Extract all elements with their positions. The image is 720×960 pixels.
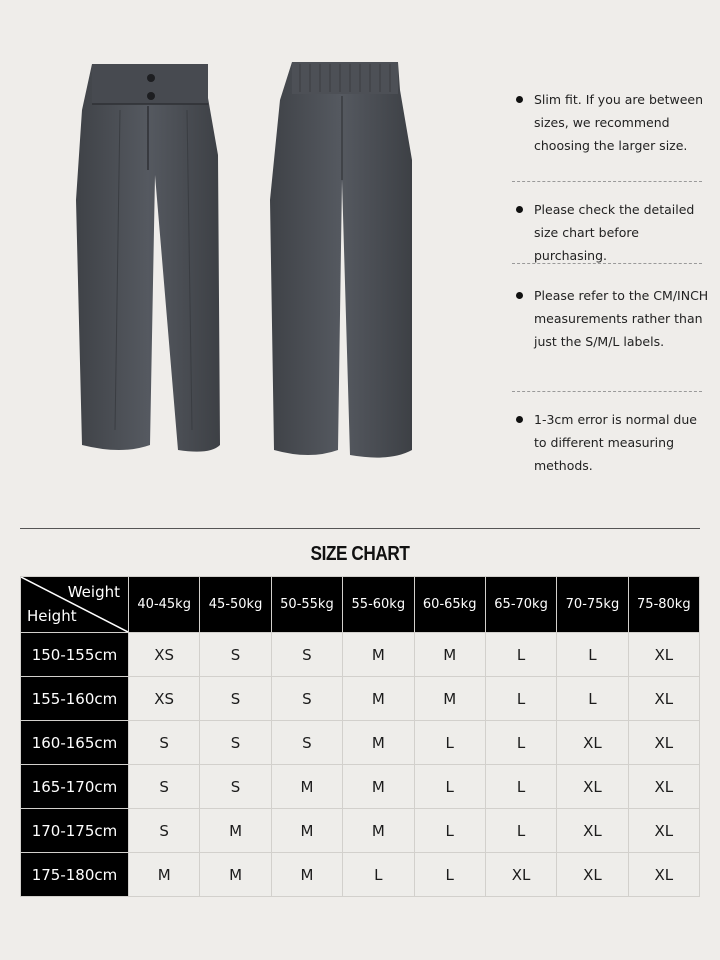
size-cell: M [343,677,414,721]
size-chart-table [20,576,700,897]
size-cell: M [414,633,485,677]
front-view [76,64,220,452]
note-item [512,198,712,267]
size-cell: S [200,677,271,721]
table-row [21,633,700,677]
bullet-icon [516,206,523,213]
size-cell: M [343,721,414,765]
size-cell: S [129,721,200,765]
size-cell: M [343,809,414,853]
size-cell: M [271,765,342,809]
trousers-product-image [60,50,440,470]
section-divider [20,528,700,529]
table-row [21,853,700,897]
note-text: Slim fit. If you are between sizes, we recommend choosing the larger size. [534,92,703,153]
size-cell: M [343,633,414,677]
size-cell: XL [485,853,556,897]
size-cell: XL [557,721,628,765]
size-cell: S [129,765,200,809]
size-cell: XL [557,853,628,897]
size-cell: M [414,677,485,721]
size-cell: XS [129,633,200,677]
weight-column-header: 45-50kg [200,577,271,633]
size-cell: M [129,853,200,897]
size-cell: XL [557,765,628,809]
size-cell: M [200,853,271,897]
size-cell: L [485,809,556,853]
size-cell: L [414,765,485,809]
table-row [21,677,700,721]
height-row-header: 150-155cm [21,633,129,677]
size-cell: XL [628,765,699,809]
size-cell: XL [628,809,699,853]
table-corner-header [21,577,129,633]
bullet-icon [516,292,523,299]
note-text: 1-3cm error is normal due to different measuring methods. [534,412,697,473]
size-cell: S [200,721,271,765]
size-cell: XS [129,677,200,721]
note-item [512,408,712,477]
size-cell: S [271,633,342,677]
size-cell: L [557,677,628,721]
size-cell: L [485,633,556,677]
bullet-icon [516,416,523,423]
size-cell: L [485,721,556,765]
size-table-body [21,633,700,897]
weight-column-header: 60-65kg [414,577,485,633]
size-cell: M [271,809,342,853]
weight-column-header: 75-80kg [628,577,699,633]
size-cell: S [129,809,200,853]
table-row [21,809,700,853]
height-row-header: 155-160cm [21,677,129,721]
size-cell: M [200,809,271,853]
table-row [21,765,700,809]
weight-column-header: 40-45kg [129,577,200,633]
size-cell: L [414,853,485,897]
size-cell: L [485,677,556,721]
table-row [21,721,700,765]
note-item [512,88,712,157]
size-cell: L [557,633,628,677]
note-item [512,284,712,353]
weight-column-header: 55-60kg [343,577,414,633]
weight-column-header: 50-55kg [271,577,342,633]
height-axis-label: Height [27,607,77,625]
size-cell: S [200,765,271,809]
bullet-icon [516,96,523,103]
size-cell: M [271,853,342,897]
height-row-header: 160-165cm [21,721,129,765]
height-row-header: 175-180cm [21,853,129,897]
size-cell: XL [628,853,699,897]
weight-axis-label: Weight [67,583,120,601]
size-chart-title: SIZE CHART [310,543,410,565]
size-cell: XL [557,809,628,853]
size-cell: L [414,809,485,853]
size-cell: L [414,721,485,765]
note-text: Please check the detailed size chart before purchasing. [534,202,695,263]
note-text: Please refer to the CM/INCH measurements rather than just the S/M/L labels. [534,288,709,349]
size-cell: XL [628,721,699,765]
size-cell: S [271,677,342,721]
height-row-header: 165-170cm [21,765,129,809]
divider [512,181,702,182]
divider [512,391,702,392]
weight-header-row [21,577,700,633]
size-cell: M [343,765,414,809]
weight-column-header: 70-75kg [557,577,628,633]
size-cell: L [343,853,414,897]
size-cell: S [200,633,271,677]
size-cell: XL [628,633,699,677]
size-cell: L [485,765,556,809]
weight-column-header: 65-70kg [485,577,556,633]
height-row-header: 170-175cm [21,809,129,853]
size-cell: S [271,721,342,765]
size-cell: XL [628,677,699,721]
divider [512,263,702,264]
back-view [270,62,412,458]
